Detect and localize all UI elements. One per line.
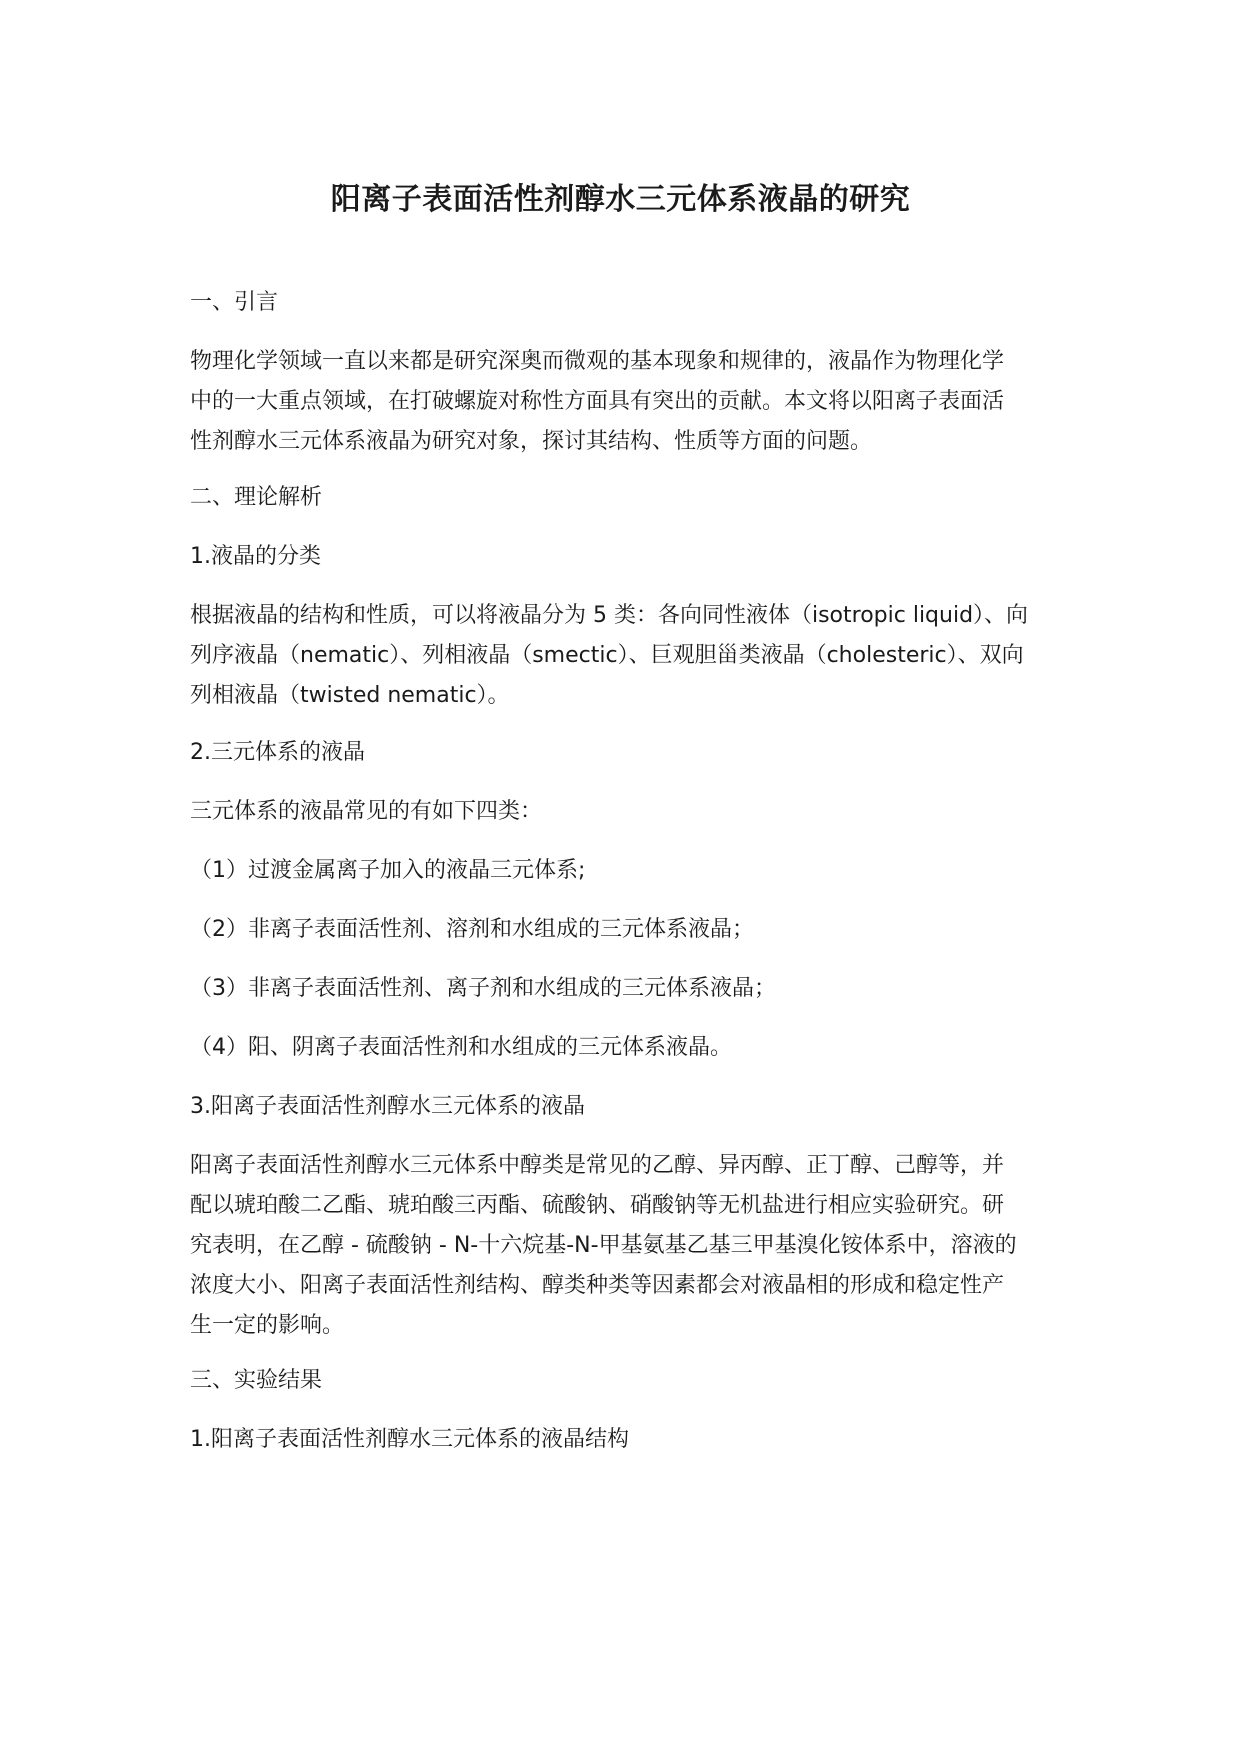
subsection-heading-cationic-alcohol-water: 3.阳离子表面活性剂醇水三元体系的液晶	[190, 1094, 585, 1119]
paragraph-line: 生一定的影响。	[190, 1313, 345, 1338]
subsection-heading-liquid-crystal-structure: 1.阳离子表面活性剂醇水三元体系的液晶结构	[190, 1427, 629, 1452]
document-title: 阳离子表面活性剂醇水三元体系液晶的研究	[330, 182, 911, 217]
section-heading-results: 三、实验结果	[190, 1368, 323, 1393]
paragraph-line: 物理化学领域一直以来都是研究深奥而微观的基本现象和规律的，液晶作为物理化学	[190, 349, 1005, 374]
paragraph-line: 性剂醇水三元体系液晶为研究对象，探讨其结构、性质等方面的问题。	[190, 429, 873, 454]
paragraph-line: 配以琥珀酸二乙酯、琥珀酸三丙酯、硫酸钠、硝酸钠等无机盐进行相应实验研究。研	[190, 1193, 1005, 1218]
section-heading-theory: 二、理论解析	[190, 485, 323, 510]
introduction-paragraph	[190, 342, 1050, 462]
paragraph-line: 究表明，在乙醇 - 硫酸钠 - N-十六烷基-N-甲基氨基乙基三甲基溴化铵体系中，溶液的	[190, 1233, 1017, 1258]
paragraph-line: 列序液晶（nematic）、列相液晶（smectic）、巨观胆甾类液晶（cholesteric）、双向	[190, 643, 1024, 668]
classification-paragraph	[190, 596, 1050, 716]
paragraph-line: 阳离子表面活性剂醇水三元体系中醇类是常见的乙醇、异丙醇、正丁醇、己醇等，并	[190, 1153, 1005, 1178]
paragraph-line: 中的一大重点领域，在打破螺旋对称性方面具有突出的贡献。本文将以阳离子表面活	[190, 389, 1005, 414]
cationic-alcohol-water-paragraph	[190, 1146, 1050, 1346]
list-item: （2）非离子表面活性剂、溶剂和水组成的三元体系液晶；	[190, 917, 754, 942]
list-item: （1）过渡金属离子加入的液晶三元体系;	[190, 858, 586, 883]
ternary-systems-intro: 三元体系的液晶常见的有如下四类：	[190, 799, 543, 824]
paragraph-line: 列相液晶（twisted nematic）。	[190, 683, 510, 708]
paragraph-line: 根据液晶的结构和性质，可以将液晶分为 5 类：各向同性液体（isotropic liquid）、向	[190, 603, 1029, 628]
list-item: （3）非离子表面活性剂、离子剂和水组成的三元体系液晶；	[190, 976, 776, 1001]
subsection-heading-classification: 1.液晶的分类	[190, 544, 321, 569]
subsection-heading-ternary-systems: 2.三元体系的液晶	[190, 740, 365, 765]
section-heading-introduction: 一、引言	[190, 290, 279, 315]
list-item: （4）阳、阴离子表面活性剂和水组成的三元体系液晶。	[190, 1035, 732, 1060]
paragraph-line: 浓度大小、阳离子表面活性剂结构、醇类种类等因素都会对液晶相的形成和稳定性产	[190, 1273, 1005, 1298]
